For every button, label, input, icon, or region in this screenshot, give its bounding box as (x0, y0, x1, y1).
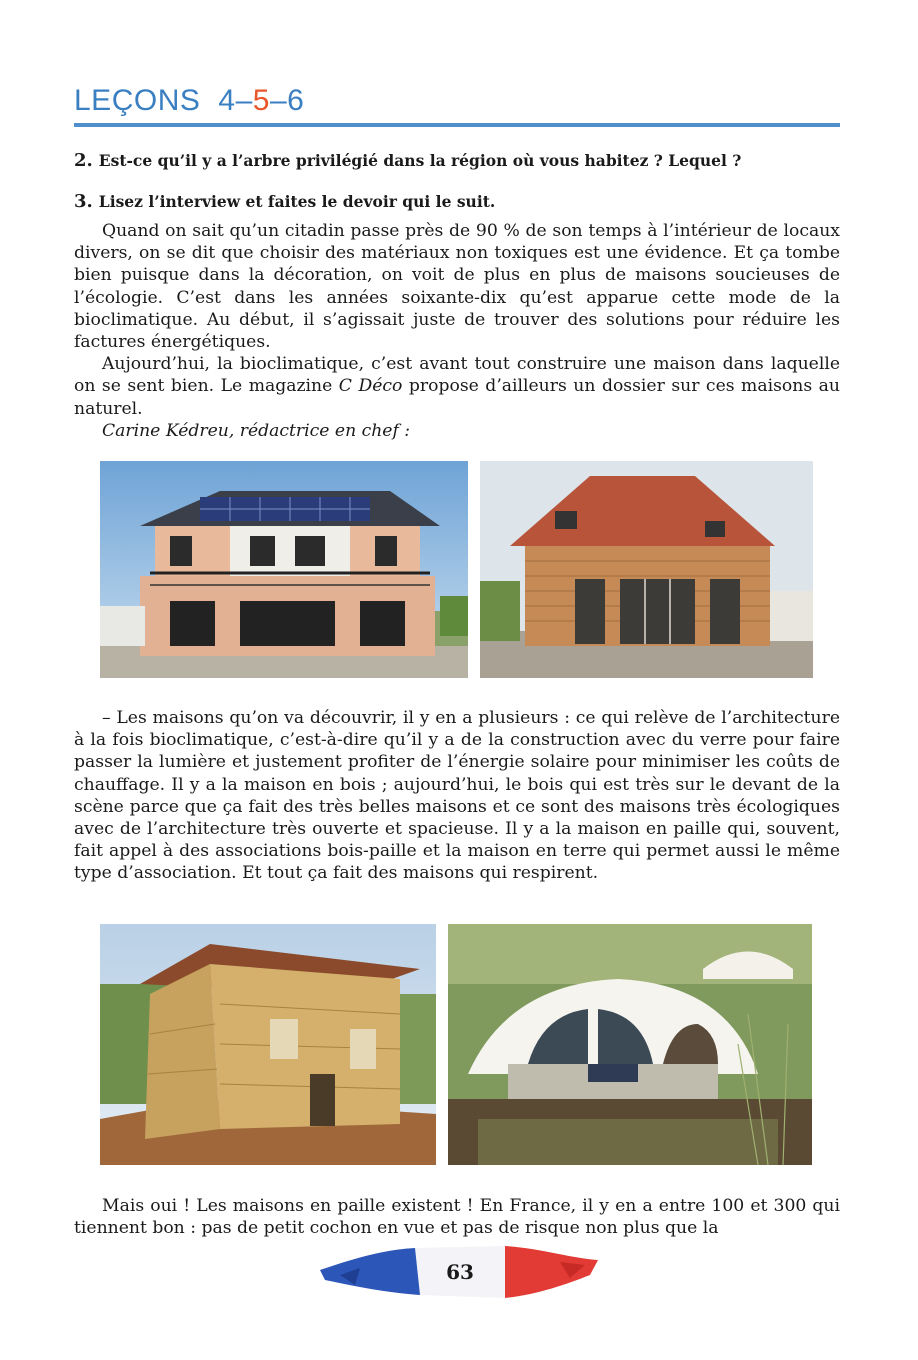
magazine-title: C Déco (338, 376, 403, 397)
closing-paragraph: Mais oui ! Les maisons en paille existent ! En France, il y en a entre 100 et 300 qui tiennent bon : pas de petit cochon en vue et pas de risque non plus que la (74, 1196, 840, 1239)
photo-solar-house (100, 461, 468, 678)
lesson-header (74, 84, 304, 118)
page-number: 63 (446, 1260, 474, 1284)
photo-wooden-house (480, 461, 813, 678)
page-number-badge (320, 1240, 600, 1306)
answer-paragraph: – Les maisons qu’on va découvrir, il y en a plusieurs : ce qui relève de l’architecture à la fois bioclimatique, c’est-à-dire qu’il y a de la construction avec du verre pour faire passer la lumière et justement profiter de l’énergie solaire pour minimiser les coûts de chauffage. Il y a la maison en bois ; aujourd’hui, le bois qui est très sur le devant de la scène parce que ça fait des très belles maisons et ce sont des maisons très écologiques avec de l’architecture très ouverte et spacieuse. Il y a la maison en paille qui, souvent, fait appel à des associations bois-paille et la maison en terre qui permet aussi le même type d’association. Et tout ça fait des maisons qui respirent. (74, 708, 840, 884)
intro-paragraph-1: Quand on sait qu’un citadin passe près de 90 % de son temps à l’intérieur de locaux divers, on se dit que choisir des matériaux non toxiques est une évidence. Et ça tombe bien puisque dans la décoration, on voit de plus en plus de maisons soucieuses de l’écologie. C’est dans les années soixante-dix qu’est apparue cette mode de la bioclimatique. Au début, il s’agissait juste de trouver des solutions pour réduire les factures énergétiques. (74, 221, 840, 353)
closing-text (74, 1195, 840, 1239)
interviewee-name: Carine Kédreu, rédactrice en chef : (102, 420, 411, 441)
intro-paragraph-2 (74, 353, 840, 420)
interview-answer (74, 707, 840, 885)
lesson-number-6: 6 (287, 84, 305, 117)
question-2 (74, 150, 741, 171)
intro-p2-text-end: propose d’ailleurs un dossier sur ces maisons au naturel. (74, 376, 840, 419)
photo-straw-house (100, 924, 436, 1165)
intro-text (74, 220, 840, 442)
question-number: 2. (74, 150, 93, 171)
interviewee-label (74, 420, 840, 442)
header-rule (74, 123, 840, 127)
lesson-separator: – (235, 84, 253, 117)
question-number: 3. (74, 191, 93, 212)
intro-p2-text: Aujourd’hui, la bioclimatique, c’est avant tout construire une maison dans laquelle on se sent bien. Le magazine (74, 354, 840, 397)
photo-earth-house (448, 924, 812, 1165)
lesson-word: LEÇONS (74, 84, 201, 117)
lesson-number-5: 5 (252, 84, 270, 117)
question-text: Lisez l’interview et faites le devoir qui le suit. (98, 192, 496, 211)
question-3 (74, 191, 495, 212)
lesson-separator: – (269, 84, 288, 117)
question-text: Est-ce qu’il y a l’arbre privilégié dans la région où vous habitez ? Lequel ? (98, 151, 742, 170)
lesson-number-4: 4 (218, 84, 236, 117)
